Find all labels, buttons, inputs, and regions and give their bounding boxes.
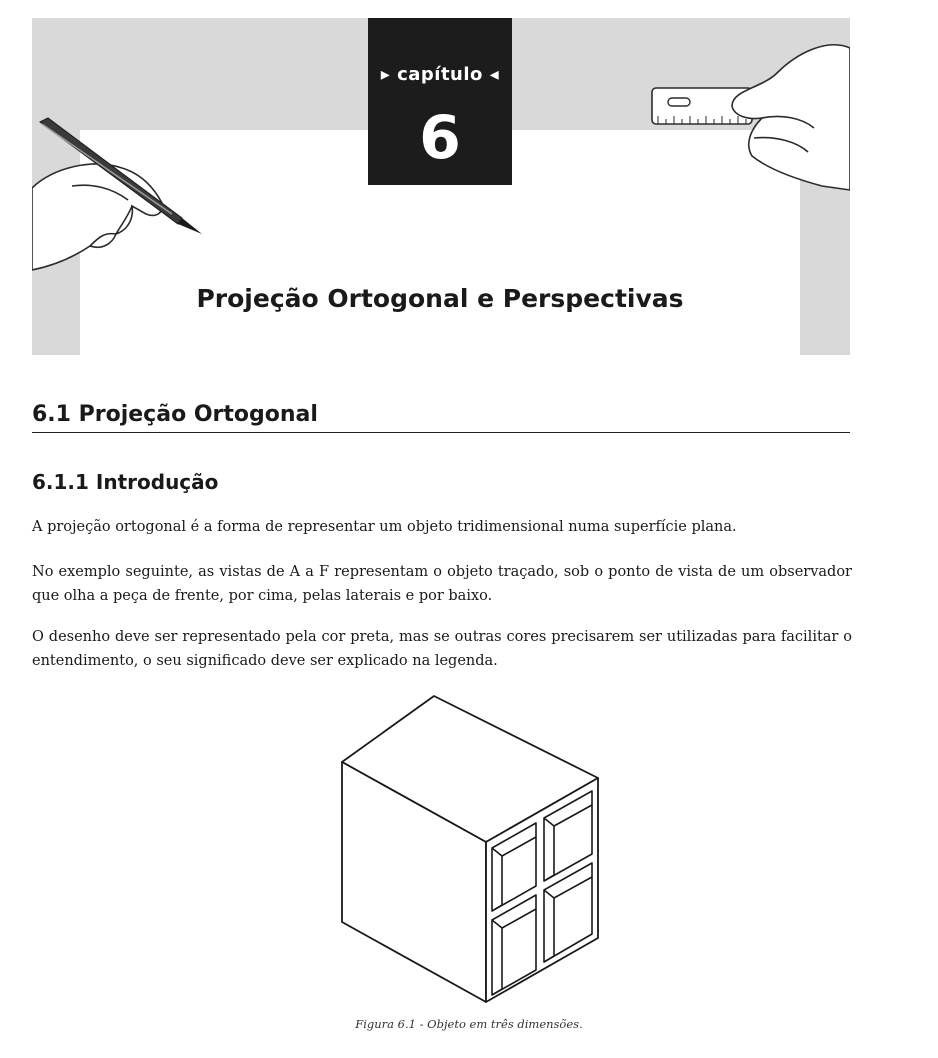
chapter-number: 6 — [419, 103, 461, 173]
chapter-label — [368, 64, 512, 85]
triangle-left-icon: ◂ — [482, 64, 500, 85]
isometric-box-figure — [330, 690, 610, 1010]
chapter-title: Projeção Ortogonal e Perspectivas — [196, 284, 684, 313]
paragraph: No exemplo seguinte, as vistas de A a F representam o objeto traçado, sob o ponto de vista de um observador que olha a peça de frente, por cima, pelas laterais e por baixo. — [32, 564, 852, 604]
chapter-label-text: capítulo — [397, 64, 483, 85]
hand-with-pen-illustration — [32, 164, 162, 270]
figure-caption: Figura 6.1 - Objeto em três dimensões. — [355, 1017, 583, 1031]
triangle-right-icon: ▸ — [380, 64, 398, 85]
paragraph: O desenho deve ser representado pela cor preta, mas se outras cores precisarem ser utilizadas para facilitar o entendimento, o seu significado deve ser explicado na legenda. — [32, 629, 852, 669]
chapter-box — [368, 18, 512, 185]
paragraph: A projeção ortogonal é a forma de representar um objeto tridimensional numa superfície plana. — [32, 519, 737, 535]
subsection-heading: 6.1.1 Introdução — [32, 470, 219, 494]
section-heading: 6.1 Projeção Ortogonal — [32, 400, 850, 433]
